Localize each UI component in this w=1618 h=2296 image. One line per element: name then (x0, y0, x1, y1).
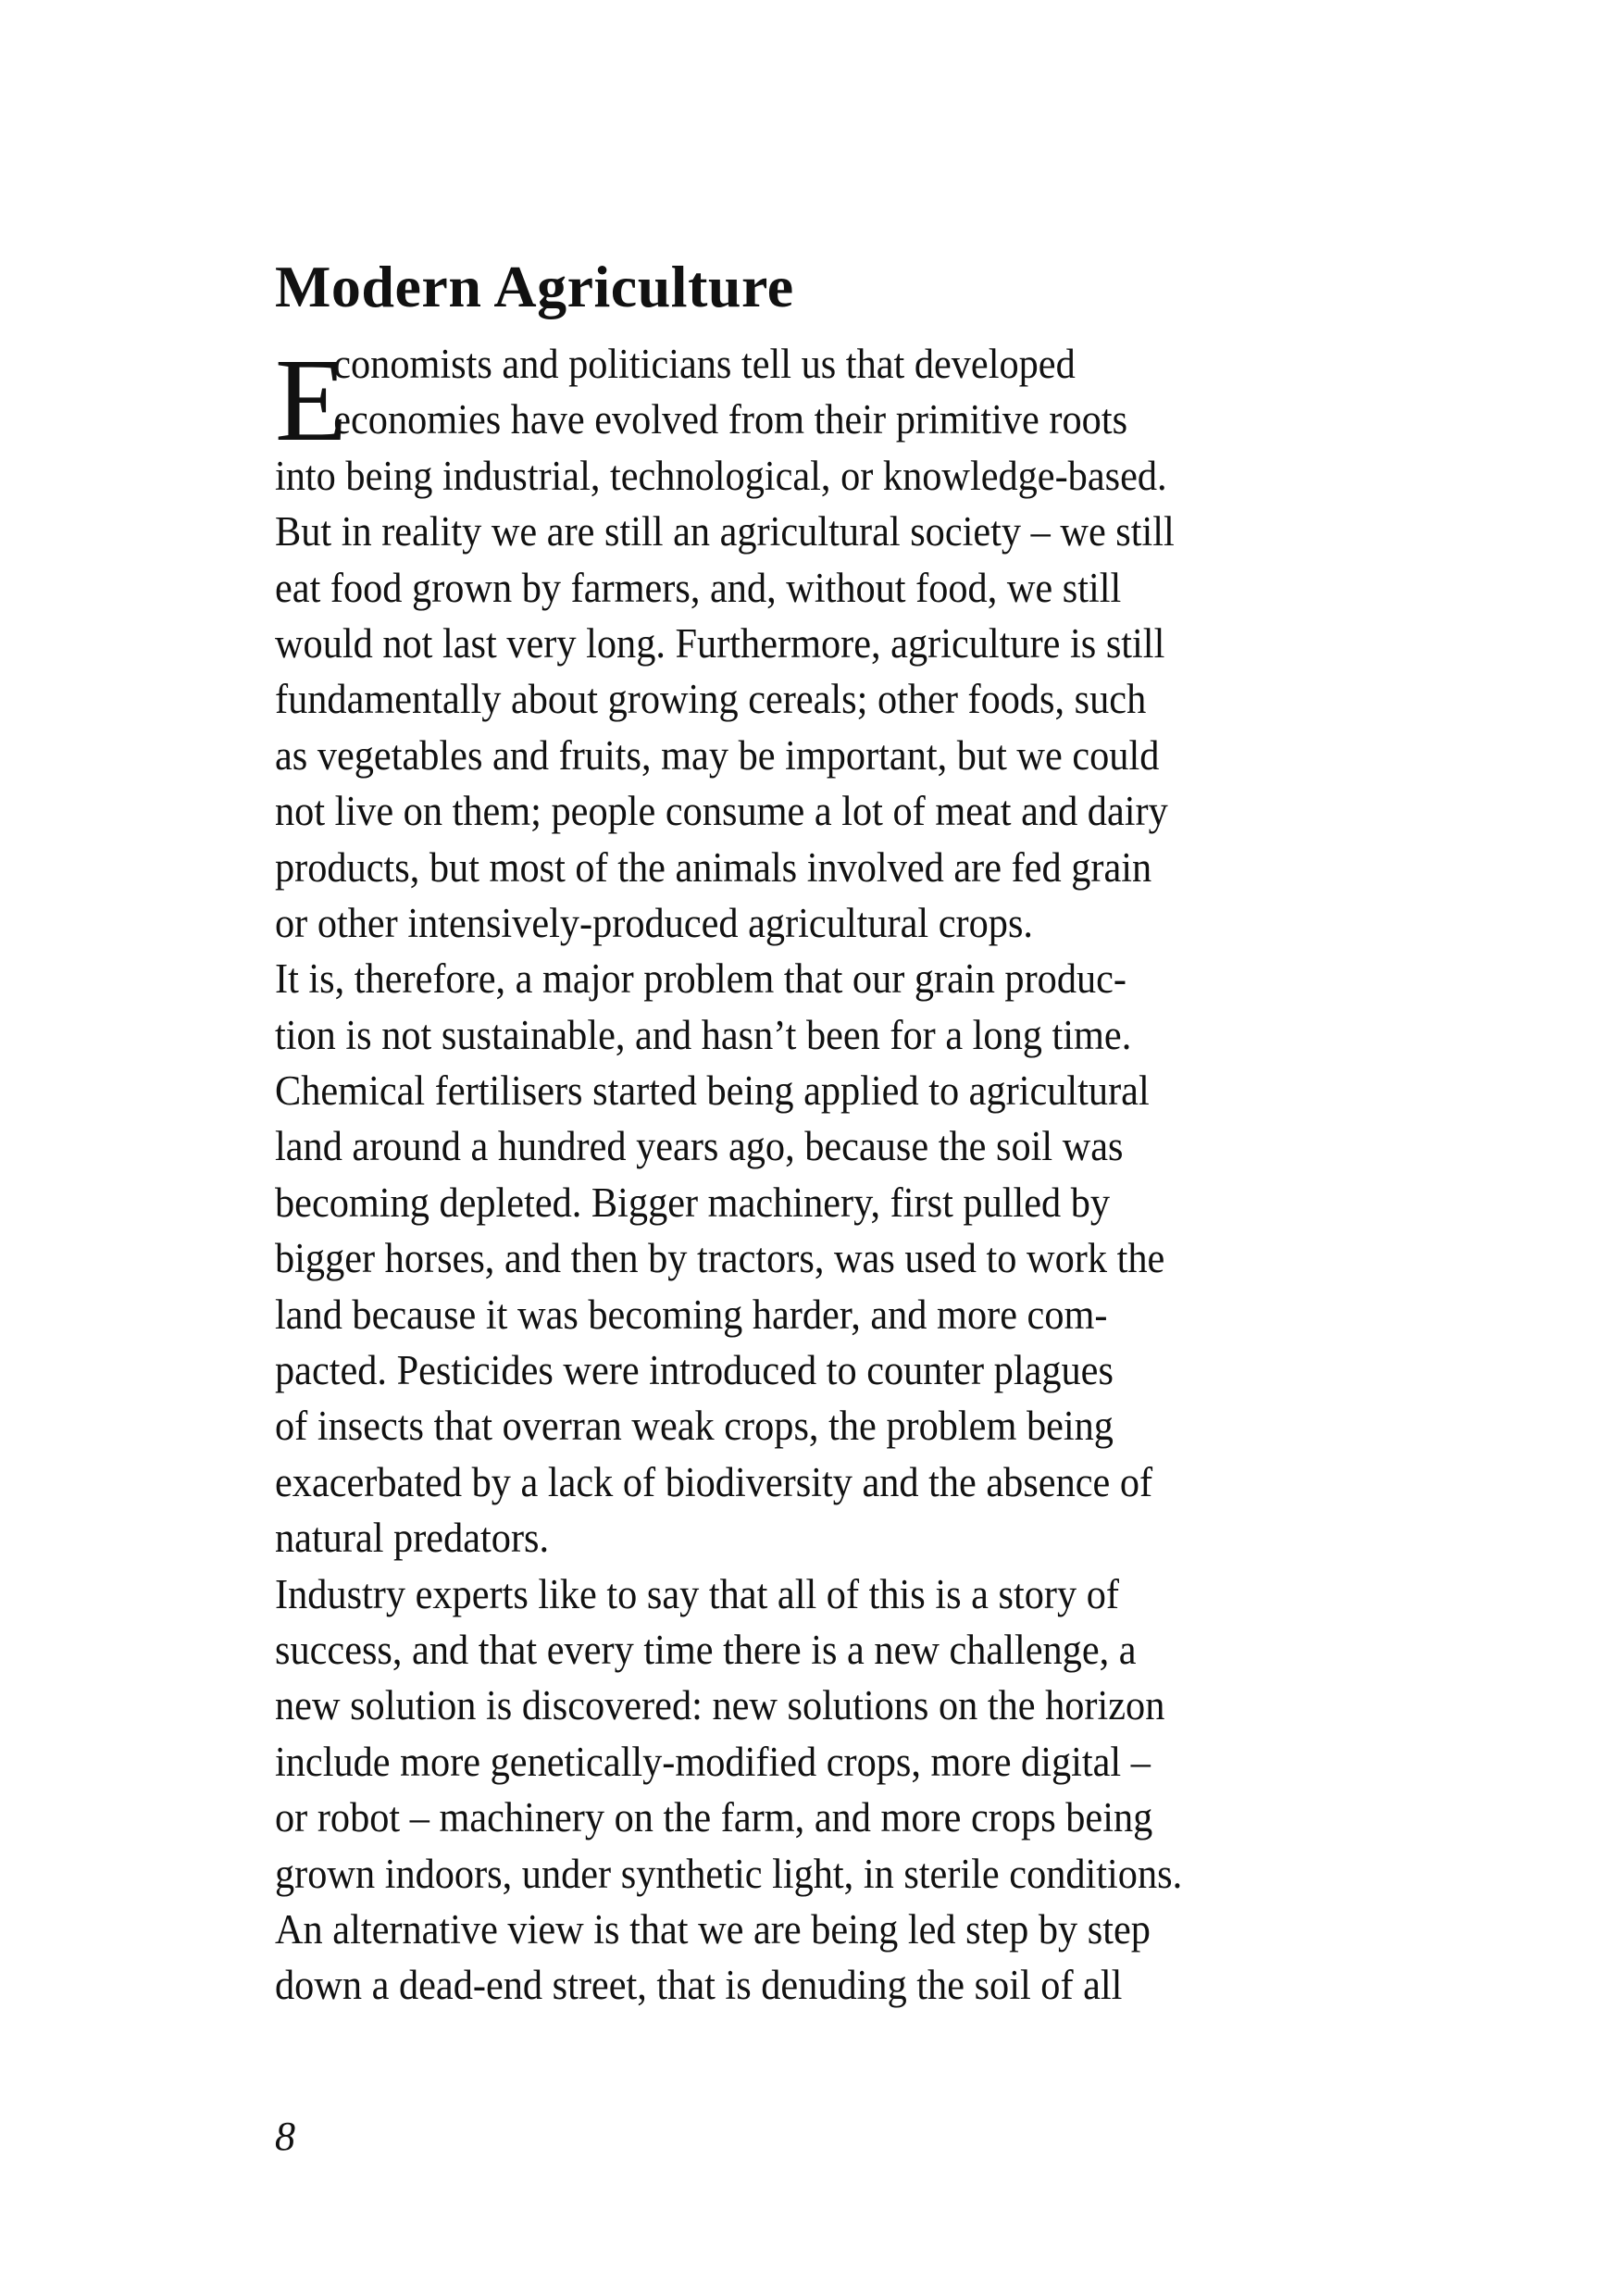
text-line: becoming depleted. Bigger machinery, first pulled by (275, 1178, 1111, 1226)
text-line: exacerbated by a lack of biodiversity and the absence of (275, 1457, 1153, 1505)
text-line: or robot – machinery on the farm, and more crops being (275, 1793, 1153, 1841)
text-line: grown indoors, under synthetic light, in sterile conditions. (275, 1849, 1183, 1897)
text-line: But in reality we are still an agricultural society – we still (275, 507, 1175, 555)
text-line: land around a hundred years ago, because the soil was (275, 1122, 1124, 1170)
text-line: economies have evolved from their primitive roots (333, 395, 1128, 443)
text-line: eat food grown by farmers, and, without food, we still (275, 563, 1122, 611)
text-line: of insects that overran weak crops, the problem being (275, 1402, 1114, 1450)
text-line: An alternative view is that we are being led step by step (275, 1904, 1151, 1953)
text-line: as vegetables and fruits, may be important, but we could (275, 730, 1160, 779)
text-line: Industry experts like to say that all of this is a story of (275, 1569, 1119, 1617)
text-line: pacted. Pesticides were introduced to counter plagues (275, 1346, 1114, 1394)
text-line: new solution is discovered: new solutions on the horizon (275, 1681, 1165, 1729)
text-line: It is, therefore, a major problem that our grain produc- (275, 955, 1127, 1003)
text-line: into being industrial, technological, or knowledge-based. (275, 451, 1167, 499)
text-line: would not last very long. Furthermore, agriculture is still (275, 618, 1165, 667)
text-line: not live on them; people consume a lot of meat and dairy (275, 787, 1168, 835)
text-line: or other intensively-produced agricultural crops. (275, 898, 1033, 946)
text-line: fundamentally about growing cereals; other foods, such (275, 675, 1147, 723)
text-line: products, but most of the animals involved are fed grain (275, 842, 1152, 891)
text-line: conomists and politicians tell us that developed (333, 340, 1076, 387)
text-line: land because it was becoming harder, and more com- (275, 1290, 1108, 1338)
text-line: bigger horses, and then by tractors, was used to work the (275, 1234, 1165, 1282)
body-text (275, 336, 1386, 2014)
page-title: Modern Agriculture (275, 254, 794, 319)
text-line: include more genetically-modified crops, more digital – (275, 1737, 1151, 1785)
text-line: Chemical fertilisers started being applied to agricultural (275, 1067, 1150, 1115)
text-line: down a dead-end street, that is denuding the soil of all (275, 1961, 1123, 2009)
text-line: natural predators. (275, 1514, 550, 1562)
page-number: 8 (275, 2114, 295, 2159)
drop-cap: E (275, 334, 348, 466)
text-line: tion is not sustainable, and hasn’t been for a long time. (275, 1010, 1132, 1058)
text-line: success, and that every time there is a new challenge, a (275, 1625, 1137, 1673)
